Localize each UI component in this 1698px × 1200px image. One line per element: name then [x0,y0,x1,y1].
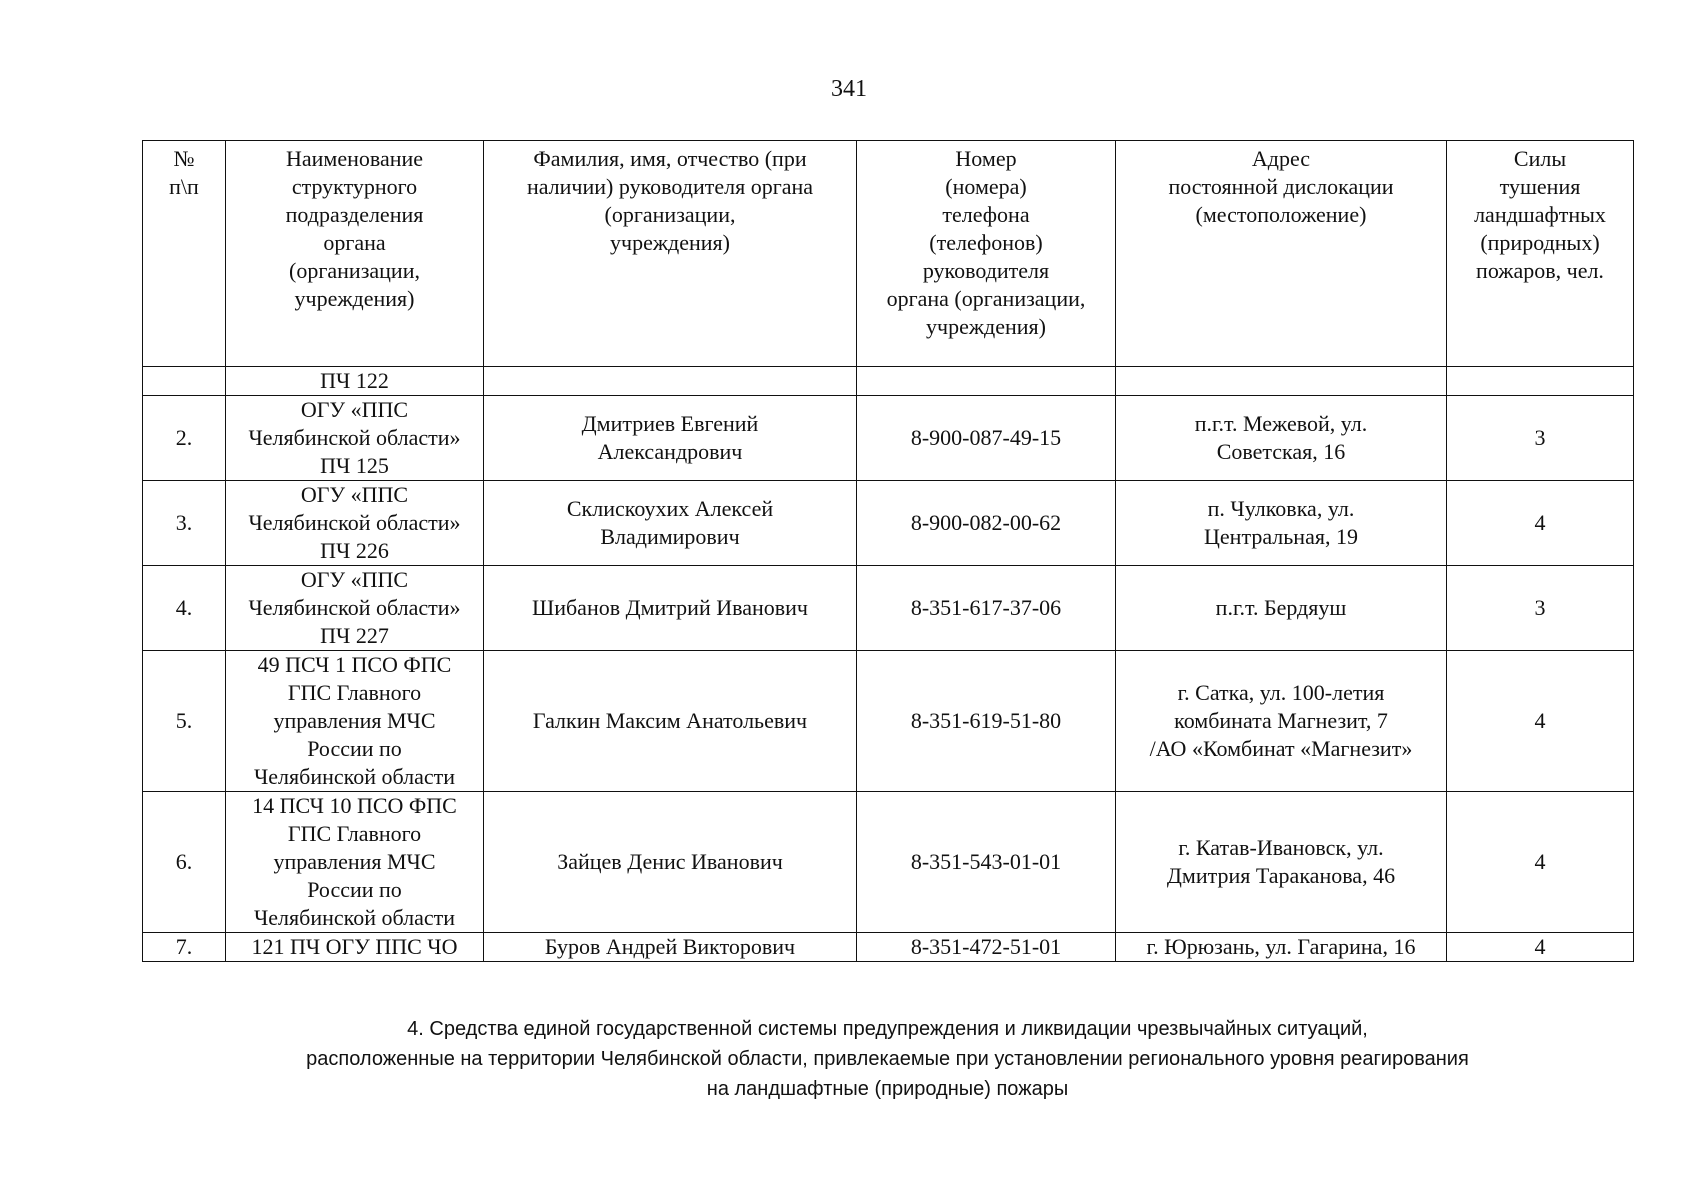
forces-cell: 4 [1447,933,1634,962]
header-line: подразделения [285,202,424,227]
cell-line: Советская, 16 [1216,439,1346,464]
header-forces [1447,141,1634,367]
header-line: учреждения) [294,286,415,311]
cell-line: ПЧ 125 [320,453,389,478]
cell-line: ГПС Главного [287,821,422,846]
cell-line: Александрович [597,439,743,464]
unit-name-cell [226,792,484,933]
address-cell [1116,396,1447,481]
cell-line: Челябинской области [253,764,456,789]
cell-line: Дмитриев Евгений [581,411,759,436]
cell-line: п.г.т. Бердяуш [1215,595,1347,620]
cell-line: ГПС Главного [287,680,422,705]
head-name-cell [484,566,857,651]
forces-cell: 4 [1447,792,1634,933]
header-line: учреждения) [926,314,1046,339]
header-line: Наименование [285,146,424,171]
head-name-cell [484,481,857,566]
phone-cell: 8-351-617-37-06 [857,566,1116,651]
head-name-cell [484,396,857,481]
header-line: Номер [955,146,1017,171]
head-name-cell [484,367,857,396]
table-row [143,933,1634,962]
table-row [143,481,1634,566]
cell-line: Центральная, 19 [1204,524,1358,549]
cell-line: г. Юрюзань, ул. Гагарина, 16 [1146,934,1416,959]
unit-name-cell [226,933,484,962]
phone-cell: 8-351-472-51-01 [857,933,1116,962]
cell-line: /АО «Комбинат «Магнезит» [1149,736,1413,761]
table-row [143,651,1634,792]
header-line: (организации, [289,258,420,283]
table-row [143,792,1634,933]
header-line: (номера) [945,174,1027,199]
address-cell [1116,367,1447,396]
header-line: Адрес [1251,146,1311,171]
header-line: п\п [169,174,199,199]
header-line: Силы [1513,146,1567,171]
header-head-name [484,141,857,367]
cell-line: Челябинской области» [248,510,461,535]
head-name-cell [484,792,857,933]
address-cell [1116,651,1447,792]
address-cell [1116,792,1447,933]
cell-line: Зайцев Денис Иванович [557,849,783,874]
forces-cell: 4 [1447,651,1634,792]
cell-line: управления МЧС [273,708,436,733]
row-number-cell: 4. [143,566,226,651]
header-unit-name [226,141,484,367]
header-line: пожаров, чел. [1476,258,1604,283]
cell-line: Дмитрия Тараканова, 46 [1166,863,1396,888]
header-line: руководителя [922,258,1050,283]
page-number: 341 [831,76,867,102]
table-row [143,396,1634,481]
cell-line: Челябинской области» [248,425,461,450]
header-address [1116,141,1447,367]
cell-line: России по [307,877,402,902]
cell-line: Буров Андрей Викторович [544,934,796,959]
row-number-cell [143,367,226,396]
header-line: (телефонов) [929,230,1043,255]
head-name-cell [484,651,857,792]
forces-cell: 3 [1447,566,1634,651]
row-number-cell: 7. [143,933,226,962]
address-cell [1116,933,1447,962]
phone-cell: 8-900-082-00-62 [857,481,1116,566]
row-number-cell: 2. [143,396,226,481]
header-line: органа [323,230,386,255]
header-phone [857,141,1116,367]
cell-line: 49 ПСЧ 1 ПСО ФПС [257,652,452,677]
cell-line: г. Катав-Ивановск, ул. [1178,835,1384,860]
forces-cell [1447,367,1634,396]
cell-line: 14 ПСЧ 10 ПСО ФПС [252,793,457,818]
head-name-cell [484,933,857,962]
row-number-cell: 3. [143,481,226,566]
cell-line: ПЧ 226 [320,538,389,563]
table-row [143,566,1634,651]
cell-line: Склискоухих Алексей [566,496,774,521]
cell-line: п.г.т. Межевой, ул. [1194,411,1368,436]
cell-line: ПЧ 227 [320,623,389,648]
unit-name-cell [226,396,484,481]
cell-line: Галкин Максим Анатольевич [532,708,808,733]
cell-line: п. Чулковка, ул. [1207,496,1355,521]
table-header-row [143,141,1634,367]
table-body [143,367,1634,962]
cell-line: Владимирович [600,524,740,549]
unit-name-cell [226,481,484,566]
cell-line: управления МЧС [273,849,436,874]
registry-table [142,140,1634,962]
cell-line: комбината Магнезит, 7 [1174,708,1388,733]
cell-line: ОГУ «ППС [300,397,409,422]
section-title-line: на ландшафтные (природные) пожары [706,1078,1069,1100]
row-number-cell: 5. [143,651,226,792]
header-line: (местоположение) [1195,202,1367,227]
header-line: телефона [942,202,1030,227]
header-line: наличии) руководителя органа [526,174,814,199]
section-title-line: 4. Средства единой государственной системы предупреждения и ликвидации чрезвычайных ситуаций, [407,1018,1368,1040]
cell-line: Челябинской области» [248,595,461,620]
address-cell [1116,481,1447,566]
cell-line: ОГУ «ППС [300,567,409,592]
cell-line: г. Сатка, ул. 100-летия [1177,680,1385,705]
header-line: постоянной дислокации [1168,174,1394,199]
unit-name-cell [226,651,484,792]
row-number-cell: 6. [143,792,226,933]
forces-cell: 3 [1447,396,1634,481]
cell-line: Шибанов Дмитрий Иванович [532,595,808,620]
table-row [143,367,1634,396]
header-number [143,141,226,367]
unit-name-cell [226,367,484,396]
header-line: (природных) [1480,230,1600,255]
header-line: № [173,146,195,171]
cell-line: Челябинской области [253,905,456,930]
section-title [142,1014,1633,1104]
header-line: структурного [291,174,418,199]
phone-cell: 8-351-619-51-80 [857,651,1116,792]
header-line: (организации, [604,202,736,227]
header-line: ландшафтных [1474,202,1606,227]
cell-line: России по [307,736,402,761]
header-line: органа (организации, [886,286,1086,311]
cell-line: 121 ПЧ ОГУ ППС ЧО [251,934,458,959]
cell-line: ОГУ «ППС [300,482,409,507]
phone-cell: 8-351-543-01-01 [857,792,1116,933]
cell-line: ПЧ 122 [320,368,389,393]
header-line: тушения [1499,174,1581,199]
header-line: учреждения) [610,230,730,255]
unit-name-cell [226,566,484,651]
phone-cell: 8-900-087-49-15 [857,396,1116,481]
address-cell [1116,566,1447,651]
phone-cell [857,367,1116,396]
forces-cell: 4 [1447,481,1634,566]
header-line: Фамилия, имя, отчество (при [533,146,807,171]
section-title-line: расположенные на территории Челябинской области, привлекаемые при установлении регионального уровня реагирования [306,1048,1469,1070]
